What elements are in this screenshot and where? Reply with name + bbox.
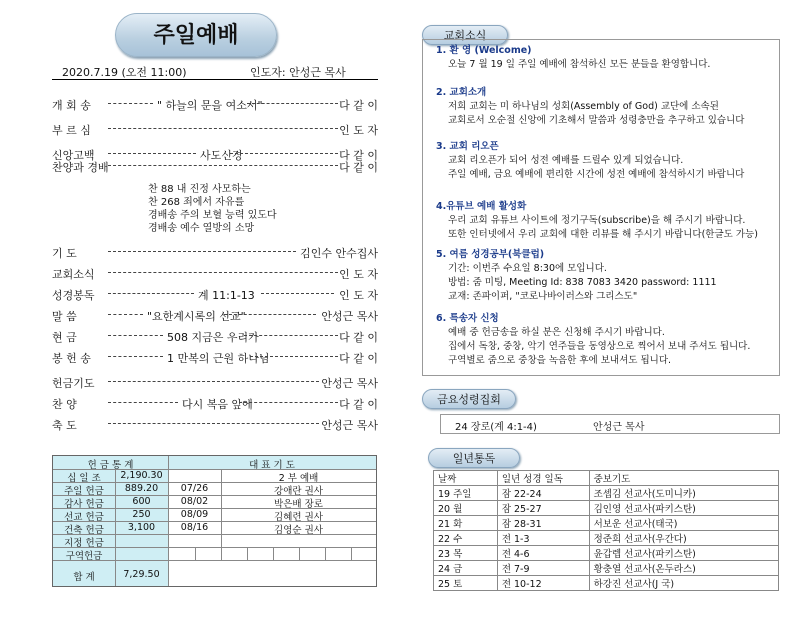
reading-day: 23 목 [434, 546, 498, 561]
offering-label: 감사 헌금 [64, 499, 104, 510]
reading-day: 20 월 [434, 501, 498, 516]
news-item-head: 3. 교회 리오픈 [436, 141, 499, 152]
leader-dots [108, 423, 319, 424]
order-item: " 하늘의 문을 여소서" [157, 99, 263, 112]
order-item: 1 만복의 근원 하나님 [167, 352, 270, 365]
order-person: 인 도 자 [339, 268, 378, 281]
prayer-header: 대 표 기 도 [249, 460, 295, 471]
offering-label: 건축 헌금 [64, 525, 104, 536]
order-row [52, 396, 378, 410]
table-row [434, 516, 779, 531]
reading-passage: 전 10-12 [497, 576, 589, 591]
reading-table [433, 470, 779, 591]
order-label: 성경봉독 [52, 289, 95, 302]
divider [52, 79, 378, 80]
order-person: 김인수 안수집사 [300, 247, 378, 260]
order-person: 인 도 자 [339, 124, 378, 137]
offering-amount: 3,100 [127, 522, 156, 533]
reading-day: 22 수 [434, 531, 498, 546]
news-item-line: 교회로서 오순절 신앙에 기초해서 말씀과 성령충만을 추구하고 있습니다 [448, 115, 745, 126]
order-person: 다 같 이 [339, 99, 378, 112]
order-label: 신앙고백 [52, 149, 95, 162]
order-item: 508 지금은 우리가 [167, 331, 259, 344]
order-label: 헌금기도 [52, 377, 95, 390]
leader-dots [108, 314, 143, 315]
prayer-name: 김영순 권사 [274, 525, 323, 536]
order-row [52, 308, 378, 322]
col-date: 날짜 [434, 471, 498, 486]
leader-dots [108, 103, 153, 104]
news-item-line: 방법: 줌 미팅, Meeting Id: 838 7083 3420 password: 1111 [448, 277, 717, 288]
leader-dots [224, 314, 316, 315]
order-label: 봉 헌 송 [52, 352, 91, 365]
offering-label: 주일 헌금 [64, 486, 104, 497]
offering-total-label: 합 계 [73, 572, 95, 583]
reading-passage: 전 1-3 [497, 531, 589, 546]
table-row [434, 546, 779, 561]
reading-day: 19 주일 [434, 486, 498, 501]
order-person: 다 같 이 [339, 149, 378, 162]
leader-dots [108, 356, 163, 357]
news-item [436, 86, 744, 128]
order-row [52, 122, 378, 136]
news-item-line: 집에서 독창, 중창, 악기 연주들을 동영상으로 찍어서 보내 주셔도 됩니다. [448, 341, 751, 352]
reading-day: 25 토 [434, 576, 498, 591]
order-item: 사도신경 [200, 149, 243, 162]
order-row [52, 417, 378, 431]
news-item-head: 1. 환 영 (Welcome) [436, 45, 532, 56]
news-item [436, 140, 744, 182]
leader-dots [239, 402, 338, 403]
offering-label: 십 일 조 [67, 473, 101, 484]
news-item-line: 기간: 이번주 수요일 8:30에 모입니다. [448, 263, 607, 274]
prayer-date: 08/09 [180, 509, 209, 520]
order-item: "요한계시록의 선교" [147, 310, 246, 323]
order-person: 다 같 이 [339, 352, 378, 365]
order-person: 안성근 목사 [321, 419, 378, 432]
news-item-line: 예배 중 헌금송을 하실 분은 신청해 주시기 바랍니다. [448, 327, 665, 338]
service-leader: 인도자: 안성근 목사 [250, 66, 346, 79]
order-item: 계 11:1-13 [198, 289, 255, 302]
prayer-name: 김혜련 권사 [274, 512, 323, 523]
order-label: 찬양과 경배 [52, 161, 109, 174]
friday-box [440, 414, 780, 434]
order-row [52, 287, 378, 301]
news-item-line: 또한 인터넷에서 우리 교회에 대한 리뷰를 해 주시기 바랍니다(한글도 가능) [448, 229, 758, 240]
news-item-line: 주일 예배, 금요 예배에 편리한 시간에 성전 예배에 참석하시기 바랍니다 [448, 169, 745, 180]
news-item-line: 저희 교회는 미 하나님의 성회(Assembly of God) 교단에 소속된 [448, 101, 719, 112]
reading-missionary: 조셉김 선교사(도미니카) [589, 486, 778, 501]
news-item-line: 우리 교회 유튜브 사이트에 정기구독(subscribe)을 해 주시기 바랍니다. [448, 215, 746, 226]
reading-title: 일년통독 [428, 448, 520, 468]
offering-amount: 889.20 [124, 483, 159, 494]
offering-header: 헌 금 통 계 [87, 460, 134, 471]
leader-dots [108, 381, 319, 382]
news-item-head: 2. 교회소개 [436, 87, 487, 98]
leader-dots [108, 335, 163, 336]
offering-amount: 600 [132, 496, 151, 507]
prayer-name: 2 부 예배 [278, 473, 319, 484]
hymn-line: 경배송 예수 열방의 소망 [148, 223, 255, 234]
leader-dots [108, 272, 338, 273]
prayer-date: 08/02 [180, 496, 209, 507]
offering-total: 7,29.50 [123, 569, 160, 580]
prayer-date: 07/26 [180, 483, 209, 494]
leader-dots [108, 402, 178, 403]
news-item-line: 구역별로 줌으로 중창을 녹음한 후에 보내셔도 됩니다. [448, 355, 672, 366]
prayer-date: 08/16 [180, 522, 209, 533]
offering-table [52, 455, 377, 587]
order-row [52, 97, 378, 111]
order-person: 인 도 자 [339, 289, 378, 302]
reading-day: 21 화 [434, 516, 498, 531]
prayer-name: 박은배 장로 [274, 499, 323, 510]
hymn-line: 찬 88 내 진정 사모하는 [148, 184, 251, 195]
col-passage: 일년 성경 일독 [497, 471, 589, 486]
hymn-line: 찬 268 죄에서 자유를 [148, 197, 245, 208]
table-row [434, 576, 779, 591]
page-title: 주일예배 [115, 13, 277, 57]
order-row [52, 329, 378, 343]
reading-passage: 전 7-9 [497, 561, 589, 576]
order-label: 부 르 심 [52, 124, 91, 137]
news-item [436, 200, 758, 242]
reading-passage: 전 4-6 [497, 546, 589, 561]
order-row [52, 266, 378, 280]
reading-missionary: 하강진 선교사(J 국) [589, 576, 778, 591]
news-item-line: 교재: 존파이퍼, "코로나바이러스와 그리스도" [448, 291, 638, 302]
news-item [436, 44, 710, 72]
table-row [434, 501, 779, 516]
order-row [52, 350, 378, 364]
reading-missionary: 황충열 선교사(온두라스) [589, 561, 778, 576]
leader-dots [261, 293, 334, 294]
leader-dots [108, 165, 338, 166]
reading-day: 24 금 [434, 561, 498, 576]
leader-dots [230, 153, 338, 154]
order-label: 교회소식 [52, 268, 95, 281]
reading-passage: 잠 22-24 [497, 486, 589, 501]
leader-dots [108, 251, 296, 252]
leader-dots [108, 128, 338, 129]
news-item-line: 교회 리오픈가 되어 성전 예배를 드릴수 있게 되었습니다. [448, 155, 684, 166]
offering-label: 구역헌금 [65, 551, 103, 562]
table-row [434, 561, 779, 576]
order-person: 다 같 이 [339, 161, 378, 174]
reading-missionary: 김인영 선교사(파키스탄) [589, 501, 778, 516]
offering-label: 지정 헌금 [64, 538, 104, 549]
news-item-head: 6. 특송자 신청 [436, 313, 499, 324]
order-label: 현 금 [52, 331, 77, 344]
news-item-head: 5. 여름 성경공부(북클럽) [436, 249, 545, 260]
reading-missionary: 정준희 선교사(우간다) [589, 531, 778, 546]
reading-missionary: 서보운 선교사(태국) [589, 516, 778, 531]
service-date: 2020.7.19 (오전 11:00) [62, 66, 187, 79]
table-row [434, 531, 779, 546]
order-label: 말 씀 [52, 310, 77, 323]
reading-passage: 잠 28-31 [497, 516, 589, 531]
offering-amount: 250 [132, 509, 151, 520]
reading-passage: 잠 25-27 [497, 501, 589, 516]
col-intercession: 중보기도 [589, 471, 778, 486]
order-person: 다 같 이 [339, 398, 378, 411]
offering-amount: 2,190.30 [120, 470, 163, 481]
order-item: 다시 복음 앞에 [182, 398, 253, 411]
order-label: 찬 양 [52, 398, 77, 411]
leader-dots [108, 153, 196, 154]
leader-dots [247, 103, 338, 104]
news-item-head: 4.유튜브 예배 활성화 [436, 201, 527, 212]
news-item [436, 248, 717, 304]
friday-passage: 24 장로(계 4:1-4) [455, 422, 537, 433]
order-label: 기 도 [52, 247, 77, 260]
order-label: 개 회 송 [52, 99, 91, 112]
news-item [436, 312, 750, 368]
offering-label: 선교 헌금 [64, 512, 104, 523]
order-row [52, 159, 378, 173]
order-row [52, 375, 378, 389]
order-row [52, 245, 378, 259]
leader-dots [244, 335, 338, 336]
table-row [434, 486, 779, 501]
prayer-name: 강애란 권사 [274, 486, 323, 497]
news-title: 교회소식 [422, 25, 508, 45]
friday-title: 금요성령집회 [422, 389, 516, 409]
hymn-line: 경배송 주의 보혈 능력 있도다 [148, 210, 277, 221]
leader-dots [250, 356, 338, 357]
order-label: 축 도 [52, 419, 77, 432]
friday-speaker: 안성근 목사 [593, 422, 645, 433]
news-item-line: 오늘 7 월 19 일 주일 예배에 참석하신 모든 분들을 환영합니다. [448, 59, 711, 70]
order-person: 다 같 이 [339, 331, 378, 344]
leader-dots [108, 293, 194, 294]
order-person: 안성근 목사 [321, 310, 378, 323]
reading-header-row [434, 471, 779, 486]
reading-missionary: 윤갑렙 선교사(파키스탄) [589, 546, 778, 561]
order-person: 안성근 목사 [321, 377, 378, 390]
